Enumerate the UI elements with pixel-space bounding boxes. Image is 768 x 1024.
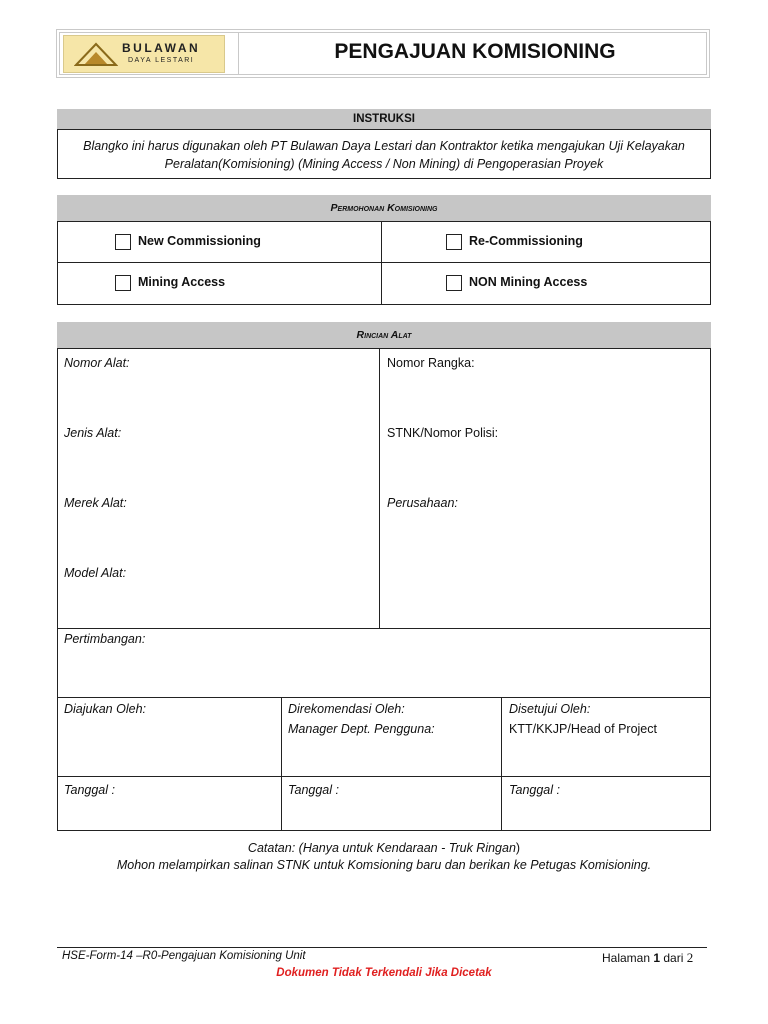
label-manager-dept: Manager Dept. Pengguna: <box>288 722 435 736</box>
instruction-text <box>62 137 706 173</box>
footer-warning: Dokumen Tidak Terkendali Jika Dicetak <box>276 967 492 979</box>
field-direkomendasi-oleh[interactable]: Direkomendasi Oleh: <box>288 702 405 716</box>
permohonan-divider-horizontal <box>57 262 711 263</box>
instruction-line-1: Blangko ini harus digunakan oleh PT Bulawan Daya Lestari dan Kontraktor ketika mengajukan Uji Kelayakan <box>83 139 685 153</box>
header-divider <box>238 32 239 75</box>
note-lampiran: Mohon melampirkan salinan STNK untuk Komsioning baru dan berikan ke Petugas Komisioning. <box>116 858 652 872</box>
page-mid: dari <box>660 951 687 965</box>
label-re-commissioning: Re-Commissioning <box>469 234 583 248</box>
instruction-line-2: Peralatan(Komisioning) (Mining Access / Non Mining) di Pengoperasian Proyek <box>164 157 604 171</box>
field-nomor-rangka[interactable]: Nomor Rangka: <box>387 356 475 370</box>
rincian-box <box>57 322 711 831</box>
field-jenis-alat[interactable]: Jenis Alat: <box>64 426 122 440</box>
footer-page-number <box>602 950 693 966</box>
logo-subname: DAYA LESTARI <box>128 57 195 64</box>
field-stnk-nomor-polisi[interactable]: STNK/Nomor Polisi: <box>387 426 499 440</box>
checkbox-re-commissioning[interactable] <box>446 234 462 250</box>
footer-form-code: HSE-Form-14 –R0-Pengajuan Komisioning Unit <box>62 950 306 962</box>
field-tanggal-direkomendasi[interactable]: Tanggal : <box>288 783 339 797</box>
field-nomor-alat[interactable]: Nomor Alat: <box>64 356 130 370</box>
field-pertimbangan[interactable]: Pertimbangan: <box>64 632 146 646</box>
instruction-heading: INSTRUKSI <box>57 109 711 130</box>
page-current: 1 <box>653 951 661 965</box>
divider-pertimbangan <box>57 628 711 629</box>
checkbox-non-mining-access[interactable] <box>446 275 462 291</box>
signature-divider-2 <box>501 697 502 831</box>
field-perusahaan[interactable]: Perusahaan: <box>387 496 458 510</box>
field-tanggal-disetujui[interactable]: Tanggal : <box>509 783 560 797</box>
permohonan-divider-vertical <box>381 221 382 305</box>
field-tanggal-diajukan[interactable]: Tanggal : <box>64 783 115 797</box>
logo-name: BULAWAN <box>122 41 201 55</box>
logo-mountain-icon <box>74 41 118 67</box>
page-prefix: Halaman <box>602 951 654 965</box>
checkbox-new-commissioning[interactable] <box>115 234 131 250</box>
rincian-heading: Rincian Alat <box>57 322 711 349</box>
field-disetujui-oleh[interactable]: Disetujui Oleh: <box>509 702 591 716</box>
checkbox-mining-access[interactable] <box>115 275 131 291</box>
note-catatan-text: Hanya untuk Kendaraan - Truk Ringan <box>302 841 516 855</box>
rincian-divider-vertical <box>379 348 380 628</box>
field-merek-alat[interactable]: Merek Alat: <box>64 496 127 510</box>
page-total: 2 <box>686 950 694 965</box>
divider-tanggal <box>57 776 711 777</box>
note-catatan-close: ) <box>515 841 521 855</box>
signature-divider-1 <box>281 697 282 831</box>
note-catatan <box>57 841 711 855</box>
document-title: PENGAJUAN KOMISIONING <box>334 40 616 63</box>
footer-divider <box>57 947 707 948</box>
permohonan-heading: Permohonan Komisioning <box>57 195 711 222</box>
label-non-mining-access: NON Mining Access <box>469 275 588 289</box>
note-catatan-label: Catatan: ( <box>247 841 303 855</box>
divider-signatures <box>57 697 711 698</box>
field-model-alat[interactable]: Model Alat: <box>64 566 127 580</box>
field-diajukan-oleh[interactable]: Diajukan Oleh: <box>64 702 146 716</box>
label-ktt-head-of-project: KTT/KKJP/Head of Project <box>509 722 657 736</box>
label-mining-access: Mining Access <box>138 275 226 289</box>
label-new-commissioning: New Commissioning <box>138 234 261 248</box>
